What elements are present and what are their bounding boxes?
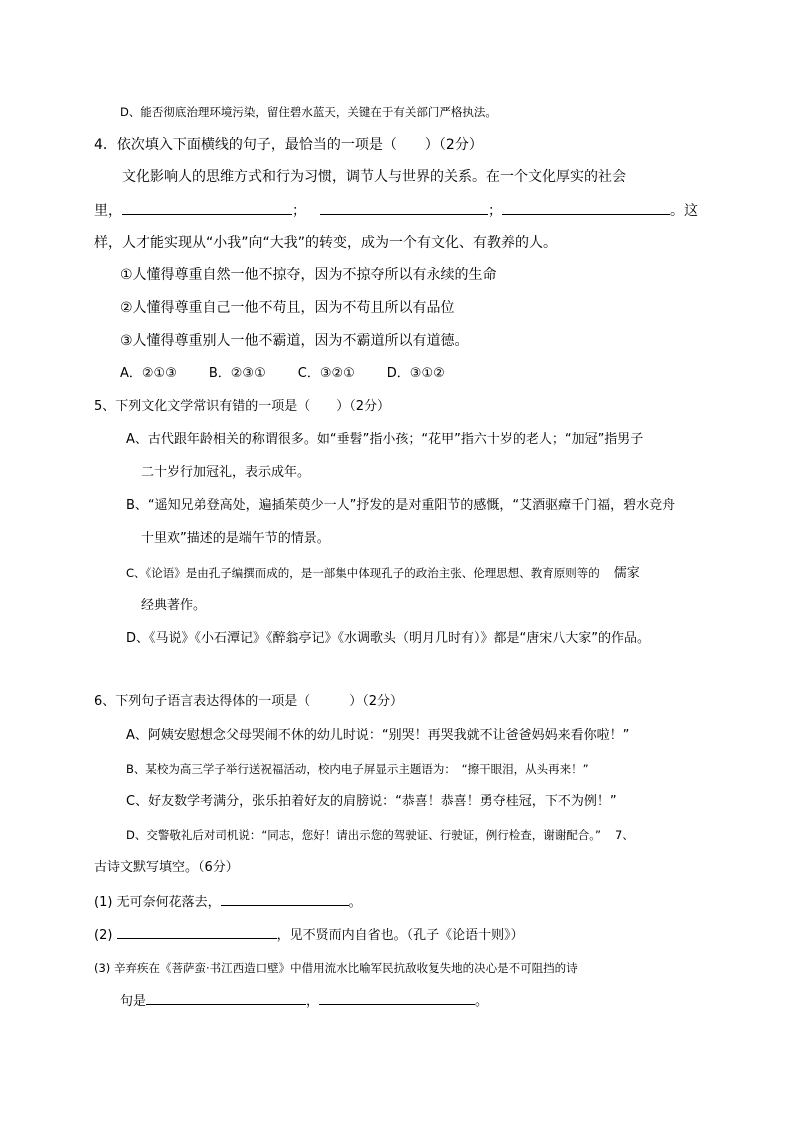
q5-option-d: D、《马说》《小石潭记》《醉翁亭记》《水调歌头（明月几时有）》都是“唐宋八大家”的作品。 <box>126 631 650 646</box>
q4-separator-1: ； <box>292 203 306 219</box>
q4-title: 4．依次填入下面横线的句子，最恰当的一项是（ ）（2分） <box>94 137 483 153</box>
q4-separator-2: ； <box>488 203 502 219</box>
q5-option-c-tail: 儒家 <box>613 566 640 581</box>
q5-option-c-text: C、《论语》是由孔子编撰而成的，是一部集中体现孔子的政治主张、伦理思想、教育原则等的 <box>126 566 600 580</box>
q7-s3-blank-2[interactable] <box>319 990 475 1005</box>
q4-end-mark: 。这 <box>670 203 698 219</box>
q4-passage-line2-start: 里， <box>94 203 122 219</box>
q5-option-c-line2: 经典著作。 <box>141 598 207 613</box>
q7-sentence-2 <box>94 924 524 946</box>
q7-s3-text: 辛弃疾在《菩萨蛮·书江西造口壁》中借用流水比喻军民抗敌收复失地的决心是不可阻挡的诗 <box>113 961 578 975</box>
q7-s3-line2-start: 句是 <box>120 994 147 1009</box>
q7-s3-end: 。 <box>475 994 489 1009</box>
q6-option-a: A、阿姨安慰想念父母哭闹不休的幼儿时说：“别哭！再哭我就不让爸爸妈妈来看你啦！” <box>126 728 630 743</box>
q7-s2-blank[interactable] <box>117 924 277 939</box>
q7-s1-blank[interactable] <box>221 891 349 906</box>
q4-passage-line2 <box>94 200 698 221</box>
q6-option-d: D、交警敬礼后对司机说：“同志，您好！请出示您的驾驶证、行驶证，例行检查，谢谢配合。” <box>126 828 602 842</box>
q7-sentence-1 <box>94 891 362 913</box>
q5-title: 5、下列文化文学常识有错的一项是（ ）（2分） <box>94 399 391 414</box>
q4-item-2: ②人懂得尊重自己一他不苟且，因为不苟且所以有品位 <box>120 300 455 316</box>
q6-option-d-line <box>126 825 634 845</box>
q4-blank-3[interactable] <box>502 200 670 215</box>
q4-blank-1[interactable] <box>122 200 292 215</box>
q7-s3-blank-1[interactable] <box>146 990 306 1005</box>
q6-title: 6、下列句子语言表达得体的一项是（ ）（2分） <box>94 694 404 709</box>
q7-s3-number: (3) <box>94 961 111 975</box>
q7-s2-number: (2) <box>94 928 113 943</box>
q4-options <box>120 364 445 384</box>
q6-option-c: C、好友数学考满分，张乐拍着好友的肩膀说：“恭喜！恭喜！勇夺桂冠，下不为例！” <box>126 794 617 809</box>
q5-option-a-line1: A、古代跟年龄相关的称谓很多。如“垂髫”指小孩；“花甲”指六十岁的老人；“加冠”指男子 <box>126 432 644 447</box>
q7-sentence-3-line2 <box>120 990 488 1012</box>
q4-option-a[interactable]: A．②①③ <box>120 366 177 381</box>
q4-passage-line1: 文化影响人的思维方式和行为习惯，调节人与世界的关系。在一个文化厚实的社会 <box>122 169 626 185</box>
q7-s1-end: 。 <box>348 895 362 910</box>
q3-option-d: D、能否彻底治理环境污染，留住碧水蓝天，关键在于有关部门严格执法。 <box>120 105 497 119</box>
q4-option-d[interactable]: D．③①② <box>386 366 445 381</box>
q7-s1-number: (1) <box>94 895 113 910</box>
q5-option-b-line2: 十里欢”描述的是端午节的情景。 <box>141 531 330 546</box>
q4-blank-2[interactable] <box>320 200 488 215</box>
q4-passage-line3: 样，人才能实现从“小我”向“大我”的转变，成为一个有文化、有教养的人。 <box>94 235 558 251</box>
q5-option-b-line1: B、“遥知兄弟登高处，遍插茱萸少一人”抒发的是对重阳节的感慨，“艾酒驱瘴千门福，碧水竞舟 <box>126 498 676 513</box>
q7-sentence-3-line1 <box>94 958 578 978</box>
q7-s1-text: 无可奈何花落去， <box>116 895 221 910</box>
q4-item-1: ①人懂得尊重自然一他不掠夺，因为不掠夺所以有永续的生命 <box>120 267 497 283</box>
q7-s3-separator: ， <box>306 994 320 1009</box>
q5-option-a-line2: 二十岁行加冠礼，表示成年。 <box>141 465 311 480</box>
q7-number: 7、 <box>615 828 634 842</box>
q4-option-b[interactable]: B．②③① <box>208 366 266 381</box>
q7-s2-text: ，见不贤而内自省也。（孔子《论语十则》） <box>276 928 524 943</box>
q6-option-b: B、某校为高三学子举行送祝福活动，校内电子屏显示主题语为： “擦干眼泪，从头再来！” <box>126 762 589 776</box>
q7-title: 古诗文默写填空。（6分） <box>94 860 239 875</box>
q4-item-3: ③人懂得尊重别人一他不霸道，因为不霸道所以有道德。 <box>120 333 469 349</box>
q4-option-c[interactable]: C．③②① <box>297 366 355 381</box>
q5-option-c-line1 <box>126 563 640 584</box>
